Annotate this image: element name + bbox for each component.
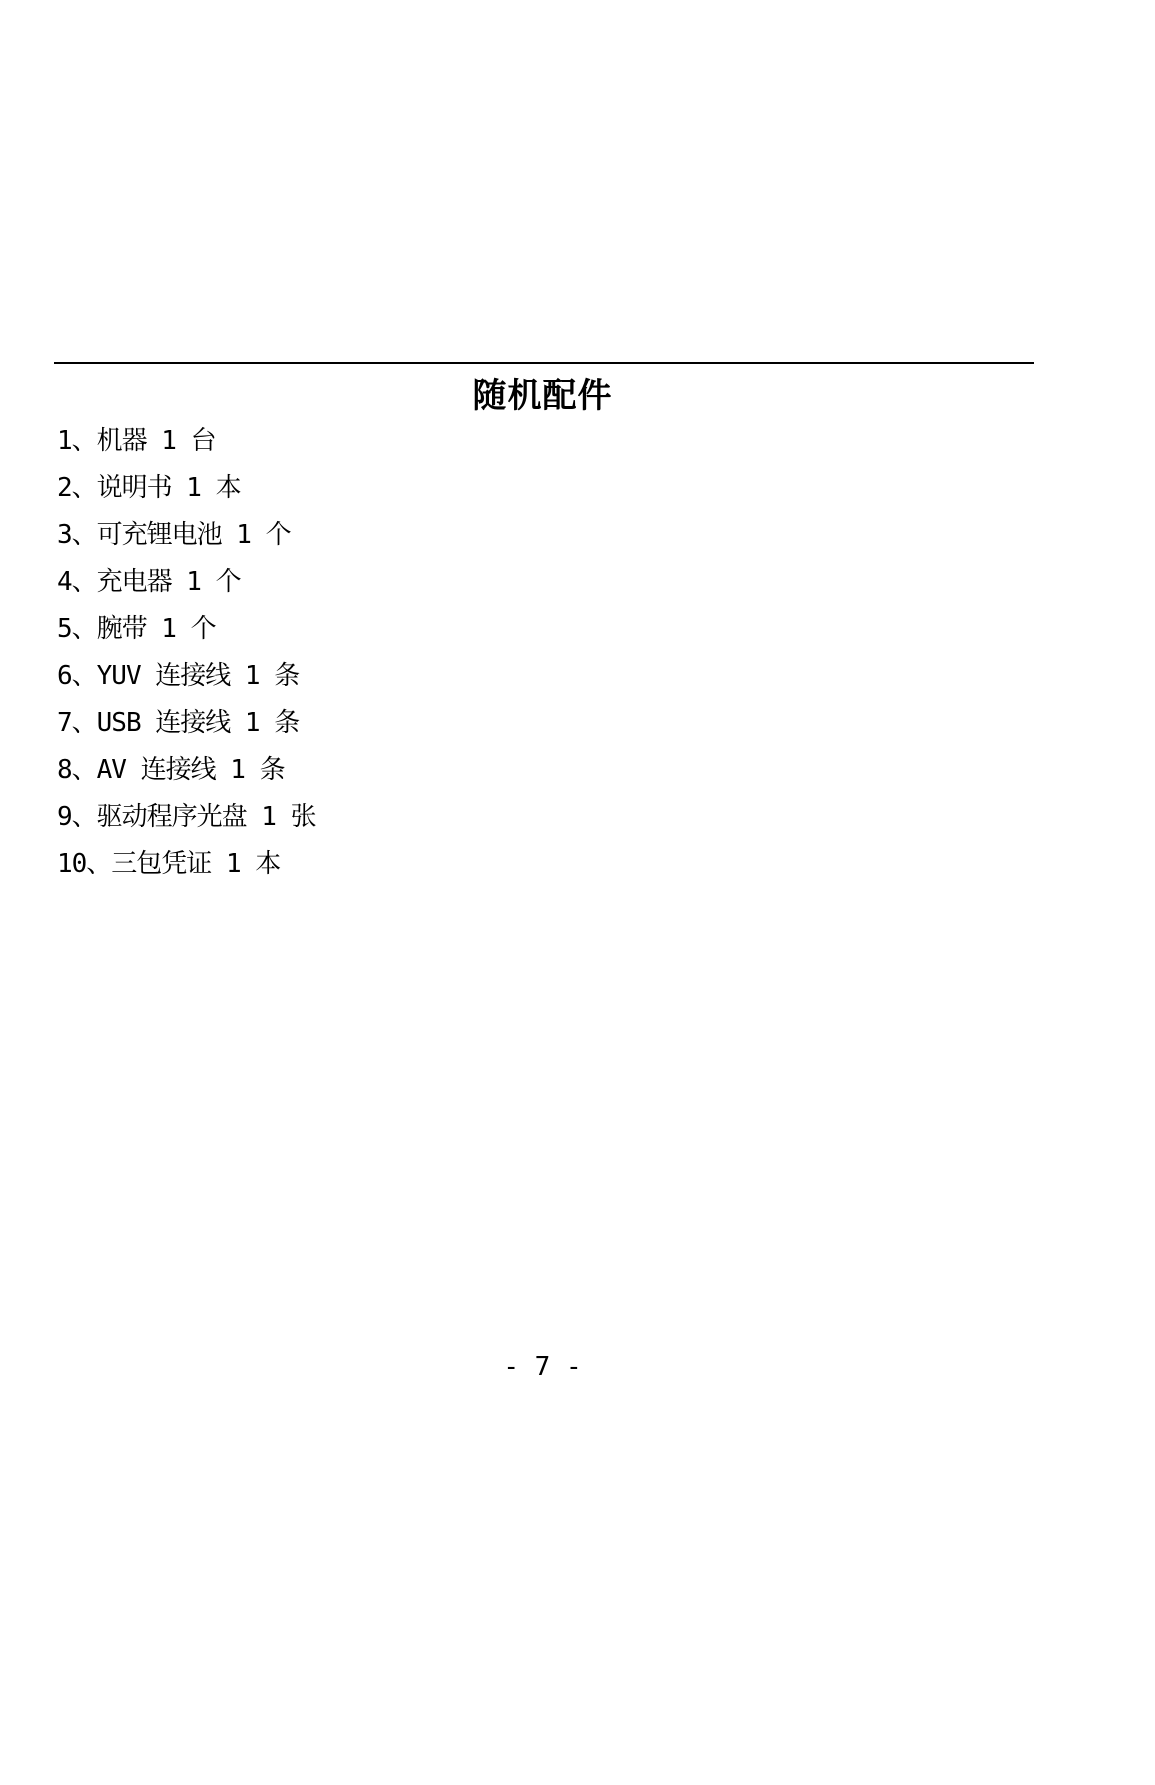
list-item: 5、腕带 1 个 [57, 614, 216, 644]
list-item: 2、说明书 1 本 [57, 473, 241, 503]
list-item: 7、USB 连接线 1 条 [57, 708, 300, 738]
list-item: 1、机器 1 台 [57, 426, 216, 456]
list-item: 4、充电器 1 个 [57, 567, 241, 597]
accessory-list [57, 418, 316, 888]
list-item: 6、YUV 连接线 1 条 [57, 661, 300, 691]
list-item: 10、三包凭证 1 本 [57, 849, 281, 879]
list-item: 9、驱动程序光盘 1 张 [57, 802, 316, 832]
page-number: - 7 - [503, 1352, 582, 1382]
list-item: 8、AV 连接线 1 条 [57, 755, 285, 785]
list-item: 3、可充锂电池 1 个 [57, 520, 291, 550]
section-title: 随机配件 [472, 376, 613, 416]
header-rule [54, 362, 1034, 364]
